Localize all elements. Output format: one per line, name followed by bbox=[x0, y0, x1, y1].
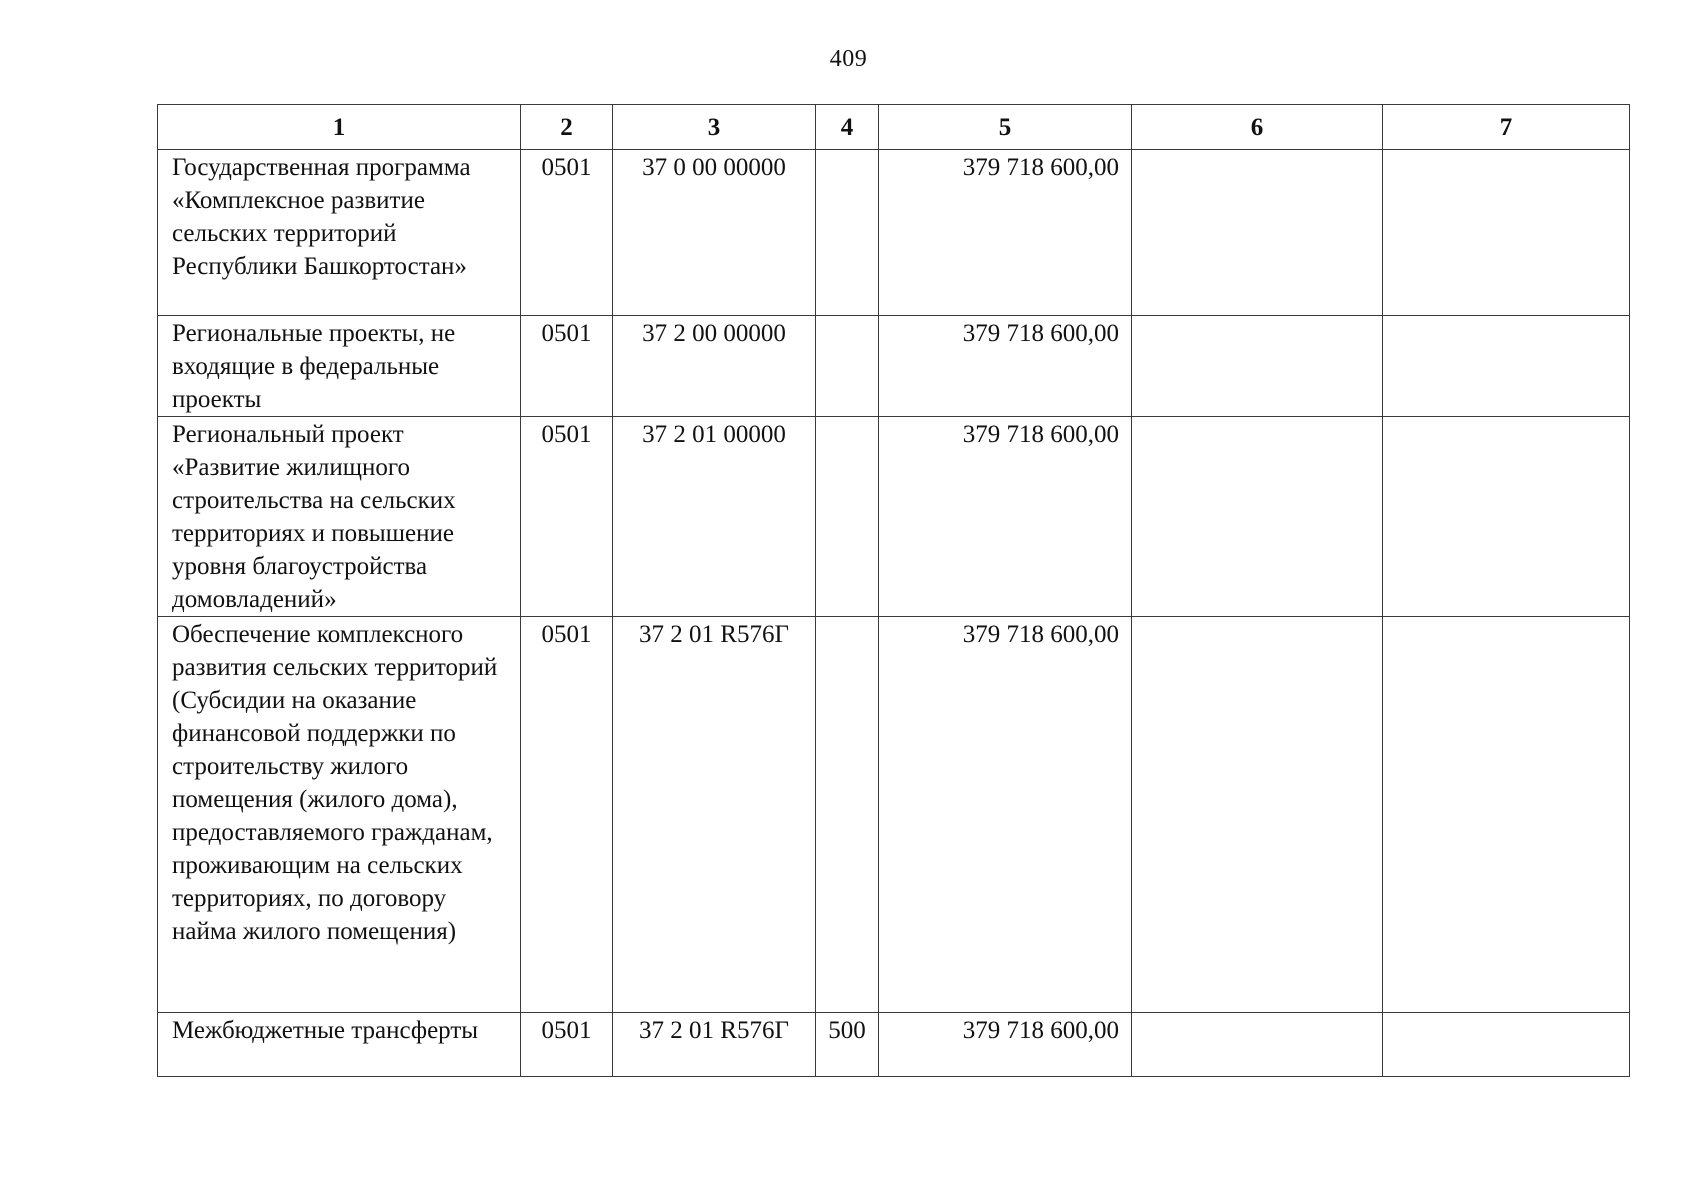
row-col-7 bbox=[1383, 1013, 1630, 1077]
header-col-4: 4 bbox=[816, 105, 879, 150]
row-target-article: 37 2 01 R576Г bbox=[613, 1013, 816, 1077]
budget-table bbox=[157, 104, 1630, 1077]
row-expense-type bbox=[816, 617, 879, 1013]
table-row bbox=[158, 316, 1630, 417]
row-expense-type bbox=[816, 417, 879, 617]
row-section: 0501 bbox=[521, 617, 613, 1013]
header-col-6: 6 bbox=[1132, 105, 1383, 150]
row-target-article: 37 2 01 00000 bbox=[613, 417, 816, 617]
row-amount: 379 718 600,00 bbox=[879, 316, 1132, 417]
row-amount: 379 718 600,00 bbox=[879, 150, 1132, 316]
row-name: Обеспечение комплексного развития сельских территорий (Субсидии на оказание финансовой поддержки по строительству жилого помещения (жилого дома), предоставляемого гражданам, проживающим на сельских территориях, по договору найма жилого помещения) bbox=[158, 617, 521, 1013]
header-col-3: 3 bbox=[613, 105, 816, 150]
row-target-article: 37 0 00 00000 bbox=[613, 150, 816, 316]
row-target-article: 37 2 00 00000 bbox=[613, 316, 816, 417]
page-number: 409 bbox=[829, 46, 868, 72]
row-col-7 bbox=[1383, 150, 1630, 316]
row-target-article: 37 2 01 R576Г bbox=[613, 617, 816, 1013]
row-expense-type: 500 bbox=[816, 1013, 879, 1077]
row-col-7 bbox=[1383, 617, 1630, 1013]
row-col-6 bbox=[1132, 1013, 1383, 1077]
row-section: 0501 bbox=[521, 1013, 613, 1077]
header-row bbox=[158, 105, 1630, 150]
row-expense-type bbox=[816, 316, 879, 417]
row-amount: 379 718 600,00 bbox=[879, 1013, 1132, 1077]
header-col-7: 7 bbox=[1383, 105, 1630, 150]
table-row bbox=[158, 1013, 1630, 1077]
row-name: Межбюджетные трансферты bbox=[158, 1013, 521, 1077]
header-col-5: 5 bbox=[879, 105, 1132, 150]
header-col-2: 2 bbox=[521, 105, 613, 150]
row-name: Государственная программа «Комплексное развитие сельских территорий Республики Башкортостан» bbox=[158, 150, 521, 316]
row-name: Региональный проект «Развитие жилищного строительства на сельских территориях и повышение уровня благоустройства домовладений» bbox=[158, 417, 521, 617]
row-section: 0501 bbox=[521, 417, 613, 617]
header-col-1: 1 bbox=[158, 105, 521, 150]
row-col-6 bbox=[1132, 417, 1383, 617]
table-header bbox=[158, 105, 1630, 150]
row-section: 0501 bbox=[521, 316, 613, 417]
row-section: 0501 bbox=[521, 150, 613, 316]
row-col-6 bbox=[1132, 150, 1383, 316]
table-row bbox=[158, 417, 1630, 617]
row-col-6 bbox=[1132, 617, 1383, 1013]
row-amount: 379 718 600,00 bbox=[879, 417, 1132, 617]
row-col-6 bbox=[1132, 316, 1383, 417]
table-body bbox=[158, 150, 1630, 1077]
table-row bbox=[158, 150, 1630, 316]
row-col-7 bbox=[1383, 417, 1630, 617]
row-col-7 bbox=[1383, 316, 1630, 417]
table-row bbox=[158, 617, 1630, 1013]
row-expense-type bbox=[816, 150, 879, 316]
row-amount: 379 718 600,00 bbox=[879, 617, 1132, 1013]
row-name: Региональные проекты, не входящие в федеральные проекты bbox=[158, 316, 521, 417]
